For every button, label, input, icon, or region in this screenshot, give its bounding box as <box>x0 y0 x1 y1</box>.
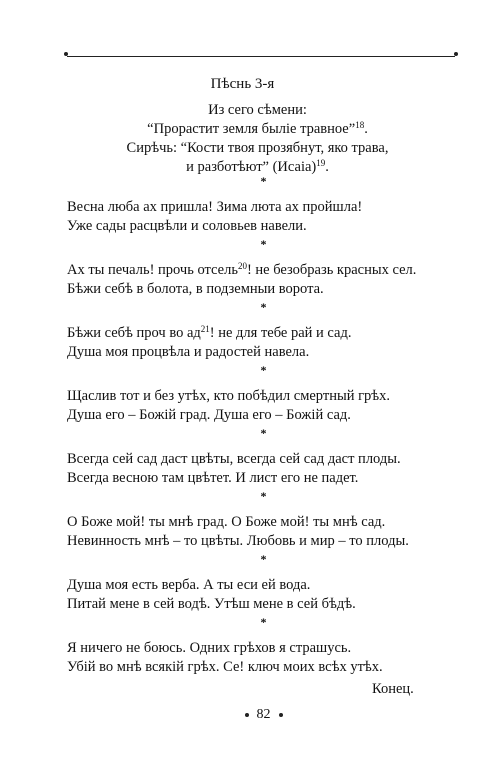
page-number: 82 <box>256 707 271 722</box>
verse-line: Убій во мнѣ всякій грѣх. Се! ключ моих всѣх утѣх. <box>67 659 383 675</box>
rule-line <box>67 56 455 57</box>
verse-text: ! не для тебе рай и сад. <box>209 325 352 341</box>
footnote-ref: 19 <box>316 158 326 168</box>
footnote-ref: 20 <box>237 261 247 271</box>
verse-line <box>67 261 467 280</box>
separator: * <box>260 615 267 629</box>
verse-line: Всегда сей сад даст цвѣты, всегда сей сад даст плоды. <box>67 451 401 467</box>
stanza <box>67 387 467 425</box>
verse-text: Бѣжи себѣ проч во ад <box>67 325 201 341</box>
rule-left-dot <box>64 52 68 56</box>
bullet-left <box>245 713 249 717</box>
stanza <box>67 198 467 236</box>
ending-text: Конец. <box>372 681 414 697</box>
verse-line: Бѣжи себѣ в болота, в подземныи ворота. <box>67 281 324 297</box>
stanza <box>67 324 467 362</box>
footnote-ref: 21 <box>200 324 210 334</box>
rule-right-dot <box>454 52 458 56</box>
verse-text: ! не безобразь красных сел. <box>246 262 417 278</box>
stanza <box>67 261 467 299</box>
bullet-right <box>279 713 283 717</box>
separator: * <box>260 426 267 440</box>
page-footer <box>0 707 485 723</box>
verse-line: Я ничего не боюсь. Одних грѣхов я страшусь. <box>67 640 352 656</box>
separator: * <box>260 363 267 377</box>
separator: * <box>260 174 267 188</box>
epigraph-text: “Прорастит земля быліе травное” <box>147 121 356 137</box>
stanza <box>67 639 467 677</box>
separator: * <box>260 489 267 503</box>
verse-line: Невинность мнѣ – то цвѣты. Любовь и мир – то плоды. <box>67 533 409 549</box>
verse-line: Душа его – Божій град. Душа его – Божій сад. <box>67 407 351 423</box>
epigraph <box>0 101 485 177</box>
verse-line: Всегда весною там цвѣтет. И лист его не падет. <box>67 470 359 486</box>
verse-line: О Боже мой! ты мнѣ град. О Боже мой! ты мнѣ сад. <box>67 514 386 530</box>
verse-line: Душа моя есть верба. А ты еси ей вода. <box>67 577 311 593</box>
footnote-ref: 18 <box>355 120 365 130</box>
epigraph-line: Из сего сѣмени: <box>208 102 307 118</box>
song-title: Пѣснь 3-я <box>210 76 275 92</box>
verse-line: Уже сады расцвѣли и соловьев навели. <box>67 218 307 234</box>
verse-line: Весна люба ах пришла! Зима люта ах пройшла! <box>67 199 363 215</box>
stanza <box>67 513 467 551</box>
epigraph-line: Сирѣчь: “Кости твоя прозябнут, яко трава, <box>126 140 389 156</box>
epigraph-line <box>0 120 485 139</box>
verse-line: Душа моя процвѣла и радостей навела. <box>67 344 310 360</box>
verse-text: Ах ты печаль! прочь отсель <box>67 262 238 278</box>
epigraph-text: . <box>325 159 329 175</box>
stanza <box>67 576 467 614</box>
separator: * <box>260 300 267 314</box>
separator: * <box>260 552 267 566</box>
verse-line: Питай мене в сей водѣ. Утѣш мене в сей бѣдѣ. <box>67 596 356 612</box>
verse-line <box>67 324 467 343</box>
verse-line: Щаслив тот и без утѣх, кто побѣдил смертный грѣх. <box>67 388 391 404</box>
stanza <box>67 450 467 488</box>
epigraph-text: и разботѣют” (Исаіа) <box>186 159 317 175</box>
separator: * <box>260 237 267 251</box>
epigraph-text: . <box>364 121 368 137</box>
